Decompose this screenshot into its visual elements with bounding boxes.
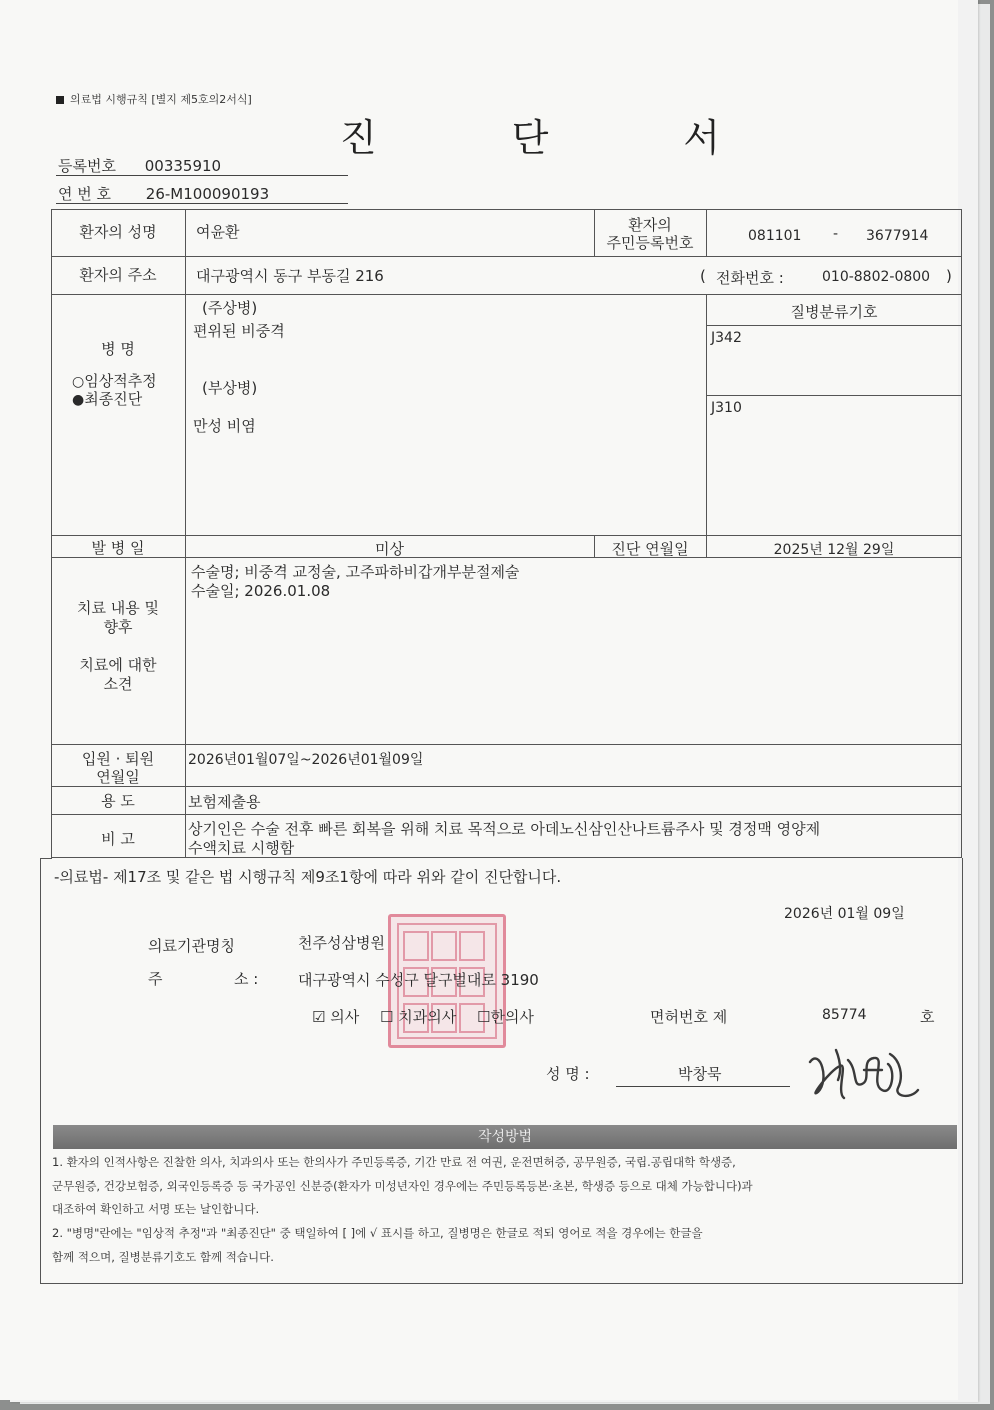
rule <box>51 814 962 815</box>
phone-open-paren: ( <box>700 267 706 285</box>
form-header-text: 의료법 시행규칙 [별지 제5호의2서식] <box>70 93 252 106</box>
rule <box>185 209 186 535</box>
treatment-label-1: 치료 내용 및 <box>77 599 159 617</box>
diagnosis-date-label: 진단 연월일 <box>611 540 689 558</box>
institution-address-label-2: 소 : <box>234 970 259 988</box>
signature-underline <box>616 1086 790 1087</box>
main-diagnosis-value: 편위된 비중격 <box>193 322 285 340</box>
rule <box>706 395 962 396</box>
admission-label-1: 입원 · 퇴원 <box>81 750 155 768</box>
disease-label: 병 명 <box>101 340 135 358</box>
institution-name-label: 의료기관명칭 <box>148 937 235 955</box>
patient-rrn-front: 081101 <box>748 228 802 244</box>
law-statement: -의료법- 제17조 및 같은 법 시행규칙 제9조1항에 따라 위와 같이 진단합니다. <box>54 868 562 886</box>
patient-rrn-label-1: 환자의 <box>628 216 672 234</box>
registration-number-label: 등록번호 <box>58 157 116 175</box>
license-label: 면허번호 제 <box>650 1008 728 1026</box>
institution-address-value: 대구광역시 수성구 달구벌대로 3190 <box>298 971 539 989</box>
howto-line-4: 2. "병명"란에는 "임상적 추정"과 "최종진단" 중 택일하여 [ ]에 √ 표시를 하고, 질병명은 한글로 적되 영어로 적을 경우에는 한글을 <box>52 1226 703 1240</box>
howto-line-2: 군무원증, 건강보험증, 외국인등록증 등 국가공인 신분증(환자가 미성년자인 경우에는 주민등록등본·초본, 학생증 등으로 대체 가능합니다)과 <box>52 1179 753 1193</box>
usage-label: 용 도 <box>101 792 135 810</box>
institution-address-label-1: 주 <box>148 970 163 988</box>
treatment-line-2: 수술일; 2026.01.08 <box>191 582 331 600</box>
checkbox-empty-icon[interactable]: ☐ <box>476 1008 491 1026</box>
registration-number-row <box>58 155 221 176</box>
document-title <box>340 107 720 162</box>
phone-close-paren: ) <box>946 267 952 285</box>
diagnosis-date-value: 2025년 12월 29일 <box>773 542 895 558</box>
checkbox-checked-icon[interactable]: ☑ <box>312 1008 326 1026</box>
howto-line-5: 함께 적으며, 질병분류기호도 함께 적습니다. <box>52 1250 274 1264</box>
title-char-1: 진 <box>340 116 377 160</box>
serial-underline <box>56 203 348 204</box>
title-char-2: 단 <box>511 116 549 160</box>
patient-name-value: 여윤환 <box>196 223 240 241</box>
treatment-line-1: 수술명; 비중격 교정술, 고주파하비갑개부분절제술 <box>191 563 520 581</box>
doctor-type-options <box>312 1006 534 1027</box>
sub-disease-code: J310 <box>711 400 742 416</box>
remarks-line-1: 상기인은 수술 전후 빠른 회복을 위해 치료 목적으로 아데노신삼인산나트륨주사 및 경정맥 영양제 <box>188 820 821 838</box>
rule <box>706 325 962 326</box>
rule <box>185 557 186 857</box>
rule <box>706 294 707 535</box>
doctor-option-physician: 의사 <box>330 1008 360 1026</box>
option-clinical-label: 임상적추정 <box>84 372 157 390</box>
doctor-name: 박창묵 <box>678 1065 722 1083</box>
rule <box>51 786 962 787</box>
institution-name-value: 천주성삼병원 <box>298 934 385 952</box>
phone-label: 전화번호 : <box>716 269 784 287</box>
sub-diagnosis-value: 만성 비염 <box>193 417 256 435</box>
rule <box>51 535 962 536</box>
treatment-label-2: 향후 <box>103 618 133 636</box>
title-char-3: 서 <box>683 116 720 160</box>
outer-frame-right <box>962 858 963 1284</box>
issue-date: 2026년 01월 09일 <box>784 906 905 922</box>
serial-number-value: 26-M100090193 <box>145 185 270 203</box>
rule <box>51 744 962 745</box>
radio-filled-icon: ● <box>72 392 85 408</box>
main-disease-code: J342 <box>711 330 742 346</box>
handwritten-signature <box>800 1040 930 1110</box>
admission-label-2: 연월일 <box>96 768 140 786</box>
patient-rrn-label-2: 주민등록번호 <box>606 234 694 252</box>
doctor-option-dentist: 치과의사 <box>398 1008 457 1026</box>
phone-value: 010-8802-0800 <box>822 269 931 285</box>
option-final[interactable] <box>72 388 142 409</box>
patient-rrn-dash: - <box>833 226 839 242</box>
registration-number-value: 00335910 <box>144 157 222 175</box>
onset-label: 발 병 일 <box>91 539 145 557</box>
option-final-label: 최종진단 <box>84 390 143 408</box>
admission-value: 2026년01월07일~2026년01월09일 <box>188 752 424 768</box>
onset-value: 미상 <box>375 540 404 558</box>
patient-name-label: 환자의 성명 <box>79 223 157 241</box>
patient-rrn-back: 3677914 <box>866 228 929 244</box>
patient-address-label: 환자의 주소 <box>79 266 157 284</box>
rule <box>51 256 962 257</box>
patient-address-value: 대구광역시 동구 부동길 216 <box>196 267 384 285</box>
main-diagnosis-label: (주상병) <box>202 299 258 317</box>
howto-line-3: 대조하여 확인하고 서명 또는 날인합니다. <box>52 1202 260 1216</box>
outer-frame-bottom <box>40 1283 963 1284</box>
rule <box>706 209 707 256</box>
treatment-label-3: 치료에 대한 <box>79 656 157 674</box>
rule <box>51 294 962 295</box>
howto-title: 작성방법 <box>477 1129 533 1145</box>
disease-code-header: 질병분류기호 <box>790 303 878 321</box>
remarks-line-2: 수액치료 시행함 <box>188 839 295 857</box>
signature-label: 성 명 : <box>546 1065 590 1083</box>
howto-title-bar <box>53 1125 957 1149</box>
square-bullet-icon <box>56 96 64 104</box>
license-suffix: 호 <box>920 1008 935 1026</box>
serial-number-label: 연 번 호 <box>58 185 112 203</box>
howto-line-1: 1. 환자의 인적사항은 진찰한 의사, 치과의사 또는 한의사가 주민등록증, 기간 만료 전 여권, 운전면허증, 공무원증, 국립.공립대학 학생증, <box>52 1155 736 1169</box>
sub-diagnosis-label: (부상병) <box>202 379 258 397</box>
doctor-option-oriental: 한의사 <box>490 1008 534 1026</box>
radio-empty-icon: ○ <box>72 374 85 390</box>
form-header <box>56 91 252 107</box>
usage-value: 보험제출용 <box>188 793 261 811</box>
license-number: 85774 <box>822 1007 867 1023</box>
serial-number-row <box>58 183 269 204</box>
registration-underline <box>56 175 348 176</box>
outer-frame-left <box>40 858 41 1284</box>
remarks-label: 비 고 <box>101 830 135 848</box>
treatment-label-4: 소견 <box>103 675 133 693</box>
checkbox-empty-icon[interactable]: ☐ <box>380 1008 394 1026</box>
outer-frame-top-stub <box>40 858 52 859</box>
